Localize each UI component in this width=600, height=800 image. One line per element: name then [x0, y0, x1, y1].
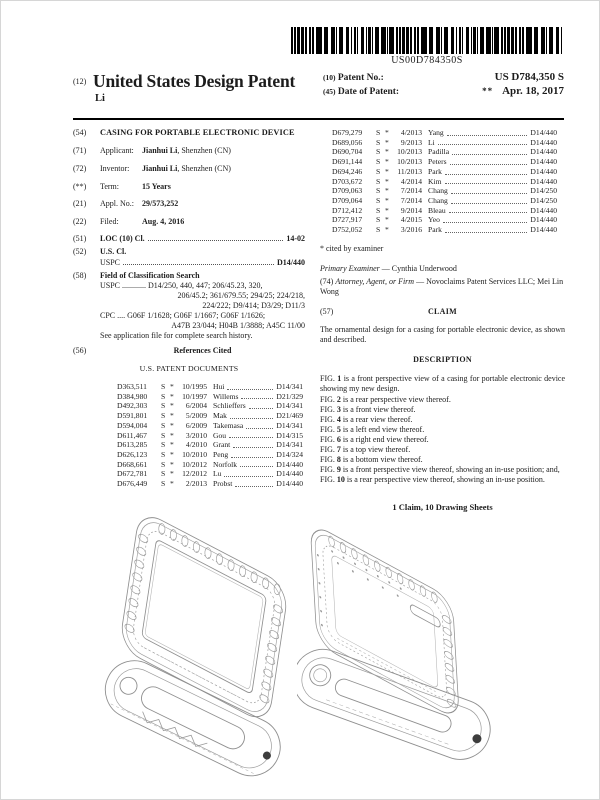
search-history-note: See application file for complete search history.	[100, 331, 253, 341]
barcode-bars-image	[291, 27, 563, 54]
ref-kind: S	[376, 176, 381, 186]
ref-star: *	[385, 147, 389, 157]
cited-by-examiner-note: * cited by examiner	[320, 243, 384, 253]
figure-description-line: FIG. 3 is a front view thereof.	[320, 404, 416, 414]
ref-kind: S	[161, 430, 166, 440]
ref-patent-no: D672,781	[117, 469, 148, 479]
dot-leader	[241, 392, 273, 400]
ref-patent-no: D594,004	[117, 420, 148, 430]
dot-leader	[450, 157, 528, 165]
ref-name: Chang	[428, 195, 448, 205]
date-of-patent-label: (45) Date of Patent:	[323, 87, 400, 97]
ref-patent-no: D613,285	[117, 440, 148, 450]
ref-star: *	[170, 479, 174, 489]
reference-row	[117, 392, 303, 402]
references-table-right	[332, 128, 557, 235]
ref-kind: S	[161, 479, 166, 489]
ref-class: D14/440	[530, 166, 557, 176]
section-58-field-search	[73, 271, 305, 342]
ref-date: 4/2014	[400, 176, 422, 186]
ref-star: *	[385, 137, 389, 147]
ref-date: 4/2010	[185, 440, 207, 450]
ref-name: Peters	[428, 157, 447, 167]
code-57: (57)	[320, 307, 334, 317]
ref-name: Chang	[428, 186, 448, 196]
ref-class: D14/440	[276, 459, 303, 469]
ref-name: Willems	[213, 391, 239, 401]
dot-leader	[451, 196, 528, 204]
ref-class: D14/440	[530, 205, 557, 215]
ref-class: D14/250	[530, 186, 557, 196]
section-71-applicant	[73, 146, 305, 156]
ref-name: Hui	[213, 382, 225, 392]
ref-name: Yang	[428, 128, 444, 137]
ref-class: D14/440	[530, 147, 557, 157]
ref-date: 3/2010	[185, 430, 207, 440]
ref-date: 2/2013	[185, 479, 207, 489]
ref-star: *	[170, 469, 174, 479]
term-line: Term: 15 Years	[100, 181, 171, 191]
code-21: (21)	[73, 199, 87, 209]
ref-name: Takemasa	[213, 420, 244, 430]
ref-class: D14/341	[276, 440, 303, 450]
figure-description-line: FIG. 7 is a top view thereof.	[320, 444, 411, 454]
ref-kind: S	[376, 225, 381, 235]
ref-patent-no: D611,467	[117, 430, 147, 440]
ref-patent-no: D690,704	[332, 147, 363, 157]
ref-name: Norfolk	[213, 459, 238, 469]
code-term: (**)	[73, 181, 87, 191]
invention-title: CASING FOR PORTABLE ELECTRONIC DEVICE	[100, 128, 295, 137]
appl-no-line: Appl. No.: 29/573,252	[100, 199, 179, 209]
ref-kind: S	[376, 195, 381, 205]
dot-leader	[451, 186, 528, 194]
claims-sheets-note: 1 Claim, 10 Drawing Sheets	[392, 502, 493, 513]
dot-leader	[443, 215, 528, 223]
ref-star: *	[170, 382, 174, 392]
ref-star: *	[385, 225, 389, 235]
figure-description-line: FIG. 5 is a left end view thereof.	[320, 424, 425, 434]
description-heading: DESCRIPTION	[413, 355, 472, 365]
references-table-left	[117, 382, 303, 489]
ref-kind: S	[376, 205, 381, 215]
ref-kind: S	[161, 459, 166, 469]
ref-patent-no: D752,052	[332, 225, 363, 235]
dot-leader	[445, 225, 528, 233]
ref-star: *	[170, 391, 174, 401]
ref-date: 4/2013	[400, 128, 422, 137]
ref-class: D14/440	[530, 225, 557, 235]
dot-leader	[246, 421, 273, 429]
ref-date: 7/2014	[400, 195, 422, 205]
section-52-us-cl	[73, 247, 305, 267]
ref-patent-no: D709,064	[332, 195, 363, 205]
us-cl-label: U.S. Cl.	[100, 247, 127, 257]
reference-row	[332, 186, 557, 196]
dot-leader	[231, 450, 273, 458]
dot-leader	[438, 138, 528, 146]
reference-row	[332, 157, 557, 167]
ref-star: *	[170, 459, 174, 469]
reference-row	[117, 440, 303, 450]
loc-line: LOC (10) Cl. 14-02	[100, 234, 305, 244]
ref-name: Peng	[213, 449, 229, 459]
us-patent-documents-heading: U.S. PATENT DOCUMENTS	[139, 364, 239, 374]
ref-patent-no: D703,672	[332, 176, 363, 186]
ref-date: 6/2004	[185, 401, 207, 411]
dot-leader	[249, 401, 274, 409]
field-search-block	[100, 271, 305, 342]
primary-examiner-line: Primary Examiner — Cynthia Underwood	[320, 263, 457, 273]
ref-name: Li	[428, 137, 435, 147]
ref-date: 10/2013	[397, 147, 422, 157]
header-right	[319, 71, 564, 104]
patent-no-label: (10) Patent No.:	[323, 73, 384, 83]
patent-no-value: US D784,350 S	[494, 71, 564, 83]
dot-leader	[123, 264, 274, 265]
left-column	[73, 128, 305, 513]
ref-patent-no: D679,279	[332, 128, 363, 137]
ref-patent-no: D694,246	[332, 166, 363, 176]
ref-patent-no: D676,449	[117, 479, 148, 489]
ref-class: D14/440	[530, 137, 557, 147]
dot-leader	[227, 382, 273, 390]
figure-1-front-perspective-drawing	[93, 499, 303, 799]
ref-date: 10/2010	[182, 449, 207, 459]
ref-patent-no: D363,511	[117, 382, 147, 392]
ref-patent-no: D668,661	[117, 459, 148, 469]
ref-date: 12/2012	[182, 469, 207, 479]
figure-2-rear-perspective-drawing	[297, 499, 527, 779]
ref-class: D14/341	[276, 382, 303, 392]
figure-description-line: FIG. 10 is a rear perspective view thereof, showing an in-use position.	[320, 475, 545, 485]
reference-row	[332, 215, 557, 225]
dot-leader	[449, 206, 528, 214]
ref-kind: S	[376, 166, 381, 176]
filed-line: Filed: Aug. 4, 2016	[100, 216, 185, 226]
code-52: (52)	[73, 247, 87, 257]
section-72-inventor	[73, 164, 305, 174]
ref-name: Park	[428, 225, 442, 235]
ref-class: D14/250	[530, 195, 557, 205]
code-22: (22)	[73, 216, 87, 226]
reference-row	[117, 450, 303, 460]
header-rule	[73, 118, 564, 120]
figure-description-line: FIG. 4 is a rear view thereof.	[320, 414, 413, 424]
section-54-title	[73, 128, 305, 138]
code-56: (56)	[73, 346, 87, 356]
reference-row	[117, 421, 303, 431]
ref-class: D14/440	[276, 479, 303, 489]
barcode	[291, 27, 563, 66]
ref-date: 7/2014	[400, 186, 422, 196]
ref-patent-no: D492,303	[117, 401, 148, 411]
dot-leader	[148, 240, 284, 241]
ref-date: 5/2009	[185, 411, 207, 421]
ref-kind: S	[161, 401, 166, 411]
ref-star: *	[170, 420, 174, 430]
ref-class: D14/440	[530, 157, 557, 167]
section-term	[73, 182, 305, 192]
document-type-title: United States Design Patent	[93, 71, 296, 91]
ref-kind: S	[376, 186, 381, 196]
uspc-line: USPC D14/440	[100, 257, 305, 267]
ref-star: *	[385, 186, 389, 196]
section-51-loc	[73, 234, 305, 244]
figure-description-line: FIG. 1 is a front perspective view of a casing for portable electronic device showing my new design.	[320, 374, 566, 394]
dot-leader	[224, 469, 273, 477]
references-heading: References Cited	[173, 346, 232, 356]
ref-kind: S	[376, 128, 381, 137]
ref-kind: S	[161, 420, 166, 430]
ref-name: Grant	[213, 440, 231, 450]
ref-name: Bleau	[428, 205, 446, 215]
ref-date: 6/2009	[185, 420, 207, 430]
section-56-references	[73, 346, 305, 356]
ref-name: Schlieffers	[213, 401, 246, 411]
dot-leader	[445, 177, 528, 185]
ref-star: *	[385, 195, 389, 205]
uspc-search-line-3: 224/222; D9/414; D3/29; D11/3	[202, 300, 305, 310]
ref-kind: S	[376, 215, 381, 225]
reference-row	[117, 460, 303, 470]
header	[73, 71, 564, 104]
section-21-appl-no	[73, 199, 305, 209]
reference-row	[332, 167, 557, 177]
reference-row	[332, 138, 557, 148]
ref-name: Mak	[213, 411, 227, 421]
reference-row	[117, 401, 303, 411]
code-54: (54)	[73, 128, 87, 137]
kind-code-12: (12)	[73, 77, 87, 86]
ref-date: 10/1995	[182, 382, 207, 392]
ref-name: Padilla	[428, 147, 450, 157]
us-cl-block	[100, 247, 305, 267]
dot-leader	[240, 460, 273, 468]
figure-description-line: FIG. 8 is a bottom view thereof.	[320, 454, 423, 464]
figure-description-line: FIG. 9 is a front perspective view thereof, showing an in-use position; and,	[320, 465, 560, 475]
ref-star: *	[385, 166, 389, 176]
ref-star: *	[170, 401, 174, 411]
body-columns	[73, 128, 565, 513]
ref-date: 10/2012	[182, 459, 207, 469]
ref-class: D14/440	[530, 128, 557, 137]
ref-date: 3/2016	[400, 225, 422, 235]
drawings-area	[1, 497, 600, 800]
uspc-search-line-1: USPC ............ D14/250, 440, 447; 206/45.23, 320,	[100, 280, 263, 290]
ref-patent-no: D712,412	[332, 205, 363, 215]
ref-patent-no: D626,123	[117, 449, 148, 459]
ref-class: D14/440	[276, 469, 303, 479]
reference-row	[332, 206, 557, 216]
ref-class: D14/315	[276, 430, 303, 440]
ref-class: D14/324	[276, 449, 303, 459]
claim-heading: CLAIM	[427, 307, 458, 317]
ref-star: *	[385, 157, 389, 167]
code-72: (72)	[73, 164, 87, 174]
dot-leader	[229, 431, 273, 439]
date-of-patent-value: ** Apr. 18, 2017	[482, 85, 564, 97]
inventor-surname: Li	[95, 93, 105, 104]
ref-class: D21/469	[276, 411, 303, 421]
ref-kind: S	[161, 411, 166, 421]
code-51: (51)	[73, 234, 87, 244]
reference-row	[332, 225, 557, 235]
ref-star: *	[170, 449, 174, 459]
ref-patent-no: D384,980	[117, 391, 148, 401]
ref-patent-no: D689,056	[332, 137, 363, 147]
dot-leader	[452, 147, 527, 155]
ref-star: *	[170, 430, 174, 440]
ref-patent-no: D591,801	[117, 411, 148, 421]
code-71: (71)	[73, 146, 87, 156]
description-lines	[320, 374, 565, 485]
ref-star: *	[385, 128, 389, 137]
ref-kind: S	[161, 469, 166, 479]
reference-row	[117, 431, 303, 441]
ref-date: 10/2013	[397, 157, 422, 167]
ref-patent-no: D691,144	[332, 157, 363, 167]
ref-name: Gou	[213, 430, 227, 440]
ref-kind: S	[161, 449, 166, 459]
reference-row	[332, 128, 557, 138]
ref-star: *	[385, 215, 389, 225]
ref-star: *	[385, 176, 389, 186]
ref-kind: S	[161, 440, 166, 450]
ref-star: *	[170, 440, 174, 450]
ref-name: Lu	[213, 469, 222, 479]
ref-date: 4/2015	[400, 215, 422, 225]
reference-row	[117, 469, 303, 479]
reference-row	[117, 411, 303, 421]
ref-date: 9/2013	[400, 137, 422, 147]
applicant-line: Applicant: Jianhui Li, Shenzhen (CN)	[100, 146, 231, 156]
ref-date: 11/2013	[397, 166, 422, 176]
attorney-line: (74) Attorney, Agent, or Firm — Novoclaims Patent Services LLC; Mei Lin Wong	[320, 276, 564, 296]
ref-star: *	[170, 411, 174, 421]
ref-class: D14/440	[530, 176, 557, 186]
ref-date: 9/2014	[400, 205, 422, 215]
ref-kind: S	[376, 147, 381, 157]
ref-star: *	[385, 205, 389, 215]
ref-kind: S	[376, 157, 381, 167]
dot-leader	[235, 479, 273, 487]
barcode-text: US00D784350S	[391, 55, 463, 66]
cited-stars: **	[482, 86, 494, 96]
section-22-filed	[73, 217, 305, 227]
right-column	[320, 128, 565, 513]
dot-leader	[230, 411, 274, 419]
ref-kind: S	[161, 391, 166, 401]
ref-kind: S	[161, 382, 166, 392]
dot-leader	[233, 440, 273, 448]
ref-patent-no: D709,063	[332, 186, 363, 196]
ref-class: D14/341	[276, 420, 303, 430]
code-58: (58)	[73, 270, 87, 280]
reference-row	[117, 479, 303, 489]
claim-section-head	[320, 307, 565, 317]
ref-date: 10/1997	[182, 391, 207, 401]
ref-patent-no: D727,917	[332, 215, 363, 225]
ref-name: Kim	[428, 176, 442, 186]
claim-text: The ornamental design for a casing for portable electronic device, as shown and described.	[320, 325, 565, 345]
reference-row	[117, 382, 303, 392]
figure-description-line: FIG. 6 is a right end view thereof.	[320, 434, 429, 444]
ref-class: D21/329	[276, 391, 303, 401]
cpc-search-line-2: A47B 23/044; H04B 1/3888; A45C 11/00	[171, 320, 305, 330]
ref-name: Probst	[213, 479, 233, 489]
dot-leader	[445, 167, 528, 175]
ref-kind: S	[376, 137, 381, 147]
reference-row	[332, 177, 557, 187]
ref-name: Park	[428, 166, 442, 176]
dot-leader	[447, 128, 528, 136]
reference-row	[332, 147, 557, 157]
ref-class: D14/341	[276, 401, 303, 411]
field-search-label: Field of Classification Search	[100, 270, 200, 280]
inventor-line: Inventor: Jianhui Li, Shenzhen (CN)	[100, 164, 231, 174]
ref-class: D14/440	[530, 215, 557, 225]
header-left	[73, 71, 319, 104]
cpc-search-line-1: CPC .... G06F 1/1628; G06F 1/1667; G06F 1/1626;	[100, 310, 266, 320]
reference-row	[332, 196, 557, 206]
ref-name: Yeo	[428, 215, 440, 225]
figure-description-line: FIG. 2 is a rear perspective view thereof.	[320, 394, 451, 404]
uspc-search-line-2: 206/45.2; 361/679.55; 294/25; 224/218,	[177, 290, 305, 300]
